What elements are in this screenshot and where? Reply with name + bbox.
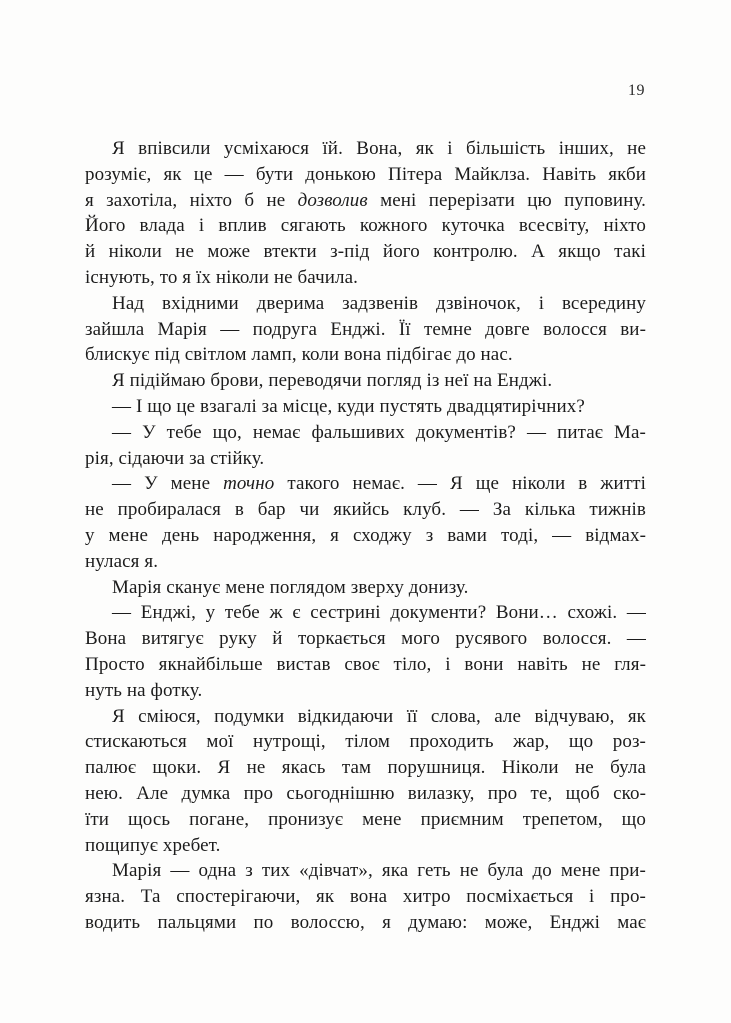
text-line: існують, то я їх ніколи не бачила.: [85, 266, 358, 288]
paragraph: [85, 291, 646, 368]
text-line: — І що це взагалі за місце, куди пустять двадцятирічних?: [112, 395, 585, 417]
text-line: — У мене точно такого немає. — Я ще ніколи в житті: [112, 473, 646, 495]
text-line: Марія сканує мене поглядом зверху донизу.: [112, 576, 469, 598]
paragraph: [85, 575, 646, 601]
text-line: у мене день народження, я сходжу з вами тоді, — відмах-: [85, 524, 646, 546]
text-line: й ніколи не може втекти з-під його контролю. А якщо такі: [85, 241, 646, 263]
text-line: я захотіла, ніхто б не дозволив мені перерізати цю пуповину.: [85, 189, 647, 211]
paragraph: [85, 368, 646, 394]
page-text: [85, 136, 646, 936]
text-line: Марія — одна з тих «дівчат», яка геть не була до мене при-: [112, 860, 646, 882]
text-line: Вона витягує руку й торкається мого русявого волосся. —: [85, 628, 646, 650]
text-line: блискує під світлом ламп, коли вона підбігає до нас.: [85, 344, 513, 366]
paragraph: [85, 471, 646, 574]
text-line: рія, сідаючи за стійку.: [85, 447, 265, 469]
text-line: язна. Та спостерігаючи, як вона хитро посміхається і про-: [85, 886, 646, 908]
text-line: Я впівсили усміхаюся їй. Вона, як і більшість інших, не: [112, 138, 646, 159]
text-line: Я підіймаю брови, переводячи погляд із неї на Енджі.: [112, 370, 553, 392]
text-line: — У тебе що, немає фальшивих документів? — питає Ма-: [112, 421, 646, 443]
text-line: Просто якнайбільше вистав своє тіло, і вони навіть не гля-: [85, 653, 646, 675]
paragraph: [85, 600, 646, 703]
text-line: не пробиралася в бар чи якийсь клуб. — За кілька тижнів: [85, 499, 646, 521]
text-line: Його влада і вплив сягають кожного куточка всесвіту, ніхто: [85, 215, 646, 237]
paragraph: [85, 394, 646, 420]
text-line: — Енджі, у тебе ж є сестрині документи? Вони… схожі. —: [112, 602, 646, 624]
text-line: нуть на фотку.: [85, 679, 203, 701]
text-line: зайшла Марія — подруга Енджі. Її темне довге волосся ви-: [85, 318, 646, 340]
text-line: пощипує хребет.: [85, 834, 221, 856]
text-line: нею. Але думка про сьогоднішню вилазку, про те, щоб ско-: [85, 782, 646, 804]
paragraph: [85, 420, 646, 472]
paragraph: [85, 136, 646, 291]
paragraph: [85, 704, 646, 859]
paragraph: [85, 858, 646, 935]
text-line: стискаються мої нутрощі, тілом проходить жар, що роз-: [85, 731, 646, 753]
text-line: нулася я.: [85, 550, 159, 572]
text-line: палює щоки. Я не якась там порушниця. Ніколи не була: [85, 757, 646, 779]
text-line: водить пальцями по волоссю, я думаю: може, Енджі має: [85, 911, 646, 933]
text-line: розуміє, як це — бути донькою Пітера Майклза. Навіть якби: [85, 163, 646, 185]
text-line: Над вхідними дверима задзвенів дзвіночок, і всередину: [112, 292, 646, 314]
text-line: їти щось погане, пронизує мене приємним трепетом, що: [85, 808, 646, 830]
text-line: Я сміюся, подумки відкидаючи її слова, але відчуваю, як: [112, 705, 646, 727]
page-number: 19: [628, 82, 645, 99]
